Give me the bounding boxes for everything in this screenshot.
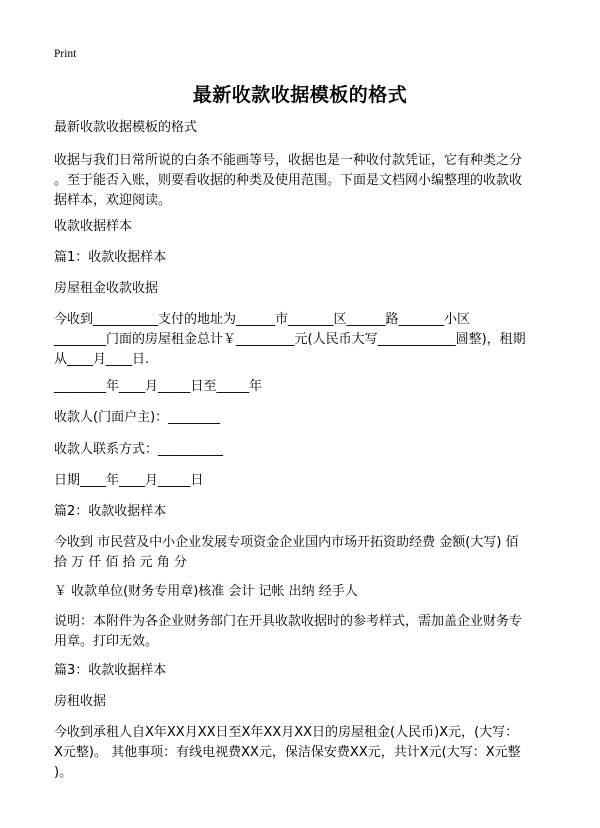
part1-line-5: 收款人(门面户主)：________ bbox=[54, 410, 221, 425]
part1-line-7: 日期____年____月_____日 bbox=[54, 473, 204, 488]
part1-line-3: 从____月____日. bbox=[54, 352, 150, 367]
part1-line-6: 收款人联系方式：__________ bbox=[54, 442, 224, 457]
intro-line-2: 。至于能否入账，则要看收据的种类及使用范围。下面是文档网小编整理的收款收 bbox=[54, 173, 523, 188]
part2-line-3: ￥ 收款单位(财务专用章)核准 会计 记帐 出纳 经手人 bbox=[54, 584, 358, 599]
part2-note-2: 用章。打印无效。 bbox=[54, 634, 159, 649]
part2-line-1: 今收到 市民营及中小企业发展专项资金企业国内市场开拓资助经费 金额(大写) 佰 bbox=[54, 535, 519, 550]
intro-line-3: 据样本，欢迎阅读。 bbox=[54, 193, 172, 208]
section-heading: 收款收据样本 bbox=[54, 219, 133, 234]
part3-line-1: 今收到承租人自X年XX月XX日至X年XX月XX日的房屋租金(人民币)X元，(大写： bbox=[54, 725, 519, 740]
part1-title: 房屋租金收款收据 bbox=[54, 281, 159, 296]
part1-line-4: ________年____月_____日至_____年 bbox=[54, 379, 263, 394]
page-title: 最新收款收据模板的格式 bbox=[192, 84, 408, 106]
subtitle: 最新收款收据模板的格式 bbox=[54, 120, 198, 135]
print-link[interactable]: Print bbox=[54, 48, 77, 60]
part3-line-2: X元整)。 其他事项：有线电视费XX元，保洁保安费XX元，共计X元(大写：X元整 bbox=[54, 745, 521, 760]
part1-line-2: ________门面的房屋租金总计￥_________元(人民币大写____________圆整)，租期 bbox=[54, 332, 526, 347]
part3-line-3: )。 bbox=[54, 765, 73, 780]
part1-heading: 篇1：收款收据样本 bbox=[54, 250, 167, 265]
part3-title: 房租收据 bbox=[54, 694, 107, 709]
part2-heading: 篇2：收款收据样本 bbox=[54, 504, 167, 519]
part3-heading: 篇3：收款收据样本 bbox=[54, 663, 167, 678]
part1-line-1: 今收到__________支付的地址为______市_______区______路_______小区 bbox=[54, 312, 471, 327]
part2-note-1: 说明：本附件为各企业财务部门在开具收款收据时的参考样式，需加盖企业财务专 bbox=[54, 614, 523, 629]
part2-line-2: 拾 万 仟 佰 拾 元 角 分 bbox=[54, 555, 187, 570]
intro-line-1: 收据与我们日常所说的白条不能画等号，收据也是一种收付款凭证，它有种类之分 bbox=[54, 153, 523, 168]
